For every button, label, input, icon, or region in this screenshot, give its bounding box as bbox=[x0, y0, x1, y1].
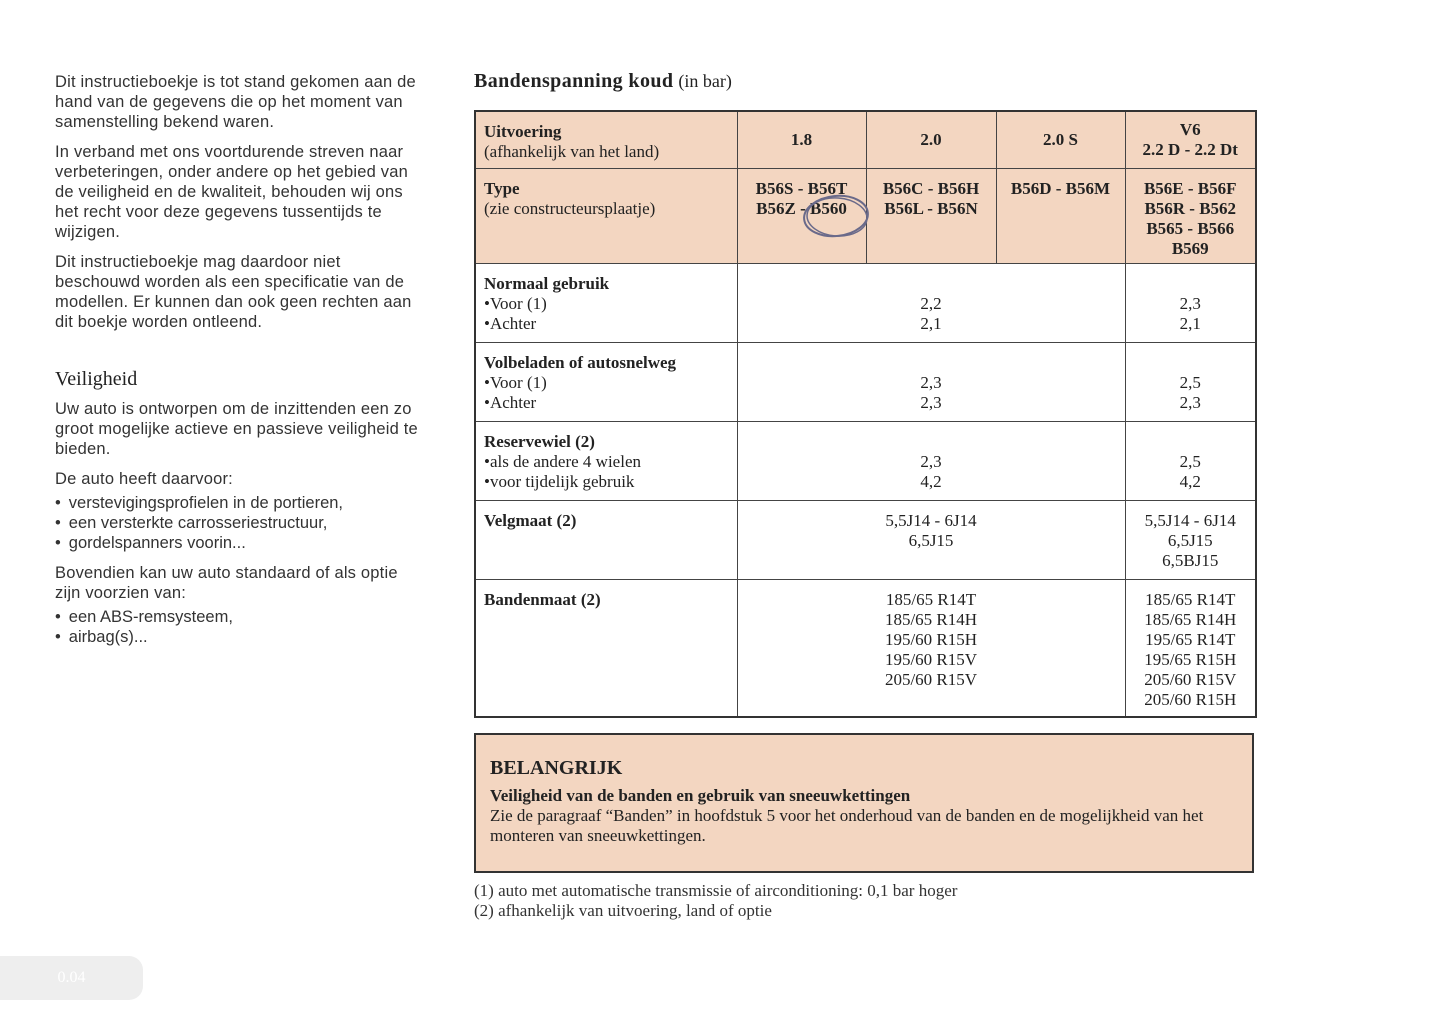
type-label: Type bbox=[484, 178, 520, 198]
safety-heading: Veiligheid bbox=[55, 368, 138, 390]
value: 2,2 bbox=[920, 293, 942, 313]
value: 2,3 bbox=[920, 372, 942, 392]
row-value-cell bbox=[737, 579, 1125, 717]
type-code: B56E - B56F bbox=[1143, 178, 1237, 198]
row-value-cell bbox=[737, 421, 1125, 500]
row-label: Reservewiel (2) bbox=[484, 431, 595, 451]
row-value-cell bbox=[737, 263, 1125, 342]
value: 185/65 R14T bbox=[1145, 589, 1236, 609]
notice-text: Zie de paragraaf “Banden” in hoofdstuk 5 voor het onderhoud van de banden en de mogelijkheid van het monteren van sneeuwkettingen. bbox=[490, 806, 1204, 845]
notice-title: BELANGRIJK bbox=[490, 757, 623, 779]
value: 205/60 R15V bbox=[884, 669, 978, 689]
row-value-cell bbox=[737, 342, 1125, 421]
type-label-cell bbox=[475, 168, 737, 263]
type-cell-2-0-s bbox=[996, 168, 1125, 263]
value: 205/60 R15H bbox=[1144, 689, 1237, 709]
header-label-cell bbox=[475, 111, 737, 168]
row-label: Velgmaat (2) bbox=[484, 510, 577, 530]
value: 2,5 bbox=[1179, 451, 1201, 471]
intro-paragraph-2: In verband met ons voortdurende streven naar verbeteringen, onder andere op het gebied van de veiligheid en de kwaliteit, behouden wij ons het recht voor deze gegevens tussentijds te wijzigen. bbox=[55, 143, 409, 241]
row-label-cell bbox=[475, 263, 737, 342]
value: 195/65 R15H bbox=[1144, 649, 1237, 669]
type-cell-v6 bbox=[1125, 168, 1256, 263]
value: 6,5J15 bbox=[1167, 530, 1213, 550]
value: 185/65 R14H bbox=[1144, 609, 1237, 629]
type-sublabel: (zie constructeursplaatje) bbox=[484, 198, 656, 218]
value: 2,5 bbox=[1179, 372, 1201, 392]
safety-list bbox=[55, 493, 423, 553]
value: 185/65 R14H bbox=[884, 609, 978, 629]
table-title bbox=[474, 70, 732, 93]
row-v6-value-cell bbox=[1125, 263, 1256, 342]
type-code: B56L - B56N bbox=[884, 198, 978, 218]
value: 2,1 bbox=[920, 313, 942, 333]
col-header-2-0: 2.0 bbox=[866, 111, 996, 168]
table-title-unit: (in bar) bbox=[678, 71, 732, 91]
safety-text: Uw auto is ontworpen om de inzittenden een zo groot mogelijke actieve en passieve veiligheid te bieden. bbox=[55, 400, 418, 458]
row-item: • Achter bbox=[484, 393, 729, 413]
list-item: • gordelspanners voorin... bbox=[55, 533, 423, 553]
value: 195/60 R15H bbox=[884, 629, 978, 649]
table-row bbox=[475, 263, 1256, 342]
table-row bbox=[475, 500, 1256, 579]
list-item: • airbag(s)... bbox=[55, 627, 423, 647]
row-label-cell bbox=[475, 579, 737, 717]
list-item: • verstevigingsprofielen in de portieren, bbox=[55, 493, 423, 513]
col-header-v6-line2: 2.2 D - 2.2 Dt bbox=[1142, 140, 1238, 159]
list-item: • een ABS-remsysteem, bbox=[55, 607, 423, 627]
header-label: Uitvoering bbox=[484, 122, 562, 141]
type-code: B565 - B566 bbox=[1146, 218, 1235, 238]
header-sublabel: (afhankelijk van het land) bbox=[484, 142, 660, 161]
row-item: • als de andere 4 wielen bbox=[484, 452, 729, 472]
tire-pressure-table bbox=[474, 110, 1257, 718]
row-item: • voor tijdelijk gebruik bbox=[484, 472, 729, 492]
page-number: 0.04 bbox=[0, 956, 143, 1000]
value: 2,3 bbox=[1179, 392, 1201, 412]
row-label: Normaal gebruik bbox=[484, 273, 610, 293]
footnote-1: (1) auto met automatische transmissie of airconditioning: 0,1 bar hoger bbox=[474, 881, 958, 900]
important-notice bbox=[474, 733, 1254, 873]
footnote-2: (2) afhankelijk van uitvoering, land of optie bbox=[474, 901, 772, 920]
row-label-cell bbox=[475, 500, 737, 579]
type-row bbox=[475, 168, 1256, 263]
col-header-1-8: 1.8 bbox=[737, 111, 866, 168]
type-code: B56Z - B560 bbox=[756, 198, 847, 218]
value: 195/65 R14T bbox=[1145, 629, 1236, 649]
value: 205/60 R15V bbox=[1144, 669, 1237, 689]
row-v6-value-cell bbox=[1125, 500, 1256, 579]
row-item: • Achter bbox=[484, 314, 729, 334]
row-label: Bandenmaat (2) bbox=[484, 589, 601, 609]
value: 4,2 bbox=[1179, 471, 1201, 491]
type-code: B56D - B56M bbox=[1010, 178, 1111, 198]
value: 6,5BJ15 bbox=[1162, 550, 1219, 570]
row-label-cell bbox=[475, 421, 737, 500]
row-v6-value-cell bbox=[1125, 579, 1256, 717]
col-header-v6-line1: V6 bbox=[1179, 120, 1201, 139]
header-row bbox=[475, 111, 1256, 168]
type-code: B569 bbox=[1171, 238, 1209, 258]
type-cell-2-0 bbox=[866, 168, 996, 263]
options-list bbox=[55, 607, 423, 647]
value: 4,2 bbox=[920, 471, 942, 491]
value: 2,3 bbox=[1179, 293, 1201, 313]
row-label: Volbeladen of autosnelweg bbox=[484, 352, 677, 372]
type-code: B56C - B56H bbox=[882, 178, 980, 198]
value: 2,1 bbox=[1179, 313, 1201, 333]
table-row bbox=[475, 579, 1256, 717]
value: 195/60 R15V bbox=[884, 649, 978, 669]
row-item: • Voor (1) bbox=[484, 373, 729, 393]
type-code: B56R - B562 bbox=[1144, 198, 1237, 218]
intro-paragraph-3: Dit instructieboekje mag daardoor niet beschouwd worden als een specificatie van de modellen. Er kunnen dan ook geen rechten aan dit boekje worden ontleend. bbox=[55, 253, 412, 331]
row-value-cell bbox=[737, 500, 1125, 579]
row-v6-value-cell bbox=[1125, 421, 1256, 500]
row-item: • Voor (1) bbox=[484, 294, 729, 314]
options-lead: Bovendien kan uw auto standaard of als optie zijn voorzien van: bbox=[55, 564, 398, 602]
footnotes bbox=[474, 881, 957, 921]
type-code: B56S - B56T bbox=[755, 178, 848, 198]
notice-subtitle: Veiligheid van de banden en gebruik van sneeuwkettingen bbox=[490, 786, 911, 805]
row-v6-value-cell bbox=[1125, 342, 1256, 421]
col-header-2-0-s: 2.0 S bbox=[996, 111, 1125, 168]
list-item: • een versterkte carrosseriestructuur, bbox=[55, 513, 423, 533]
row-label-cell bbox=[475, 342, 737, 421]
table-row bbox=[475, 342, 1256, 421]
value: 5,5J14 - 6J14 bbox=[885, 510, 977, 530]
safety-lead: De auto heeft daarvoor: bbox=[55, 470, 233, 488]
type-cell-1-8 bbox=[737, 168, 866, 263]
value: 5,5J14 - 6J14 bbox=[1144, 510, 1236, 530]
value: 185/65 R14T bbox=[885, 589, 977, 609]
table-row bbox=[475, 421, 1256, 500]
value: 2,3 bbox=[920, 451, 942, 471]
intro-paragraph-1: Dit instructieboekje is tot stand gekomen aan de hand van de gegevens die op het moment van samenstelling bekend waren. bbox=[55, 73, 416, 131]
table-title-text: Bandenspanning koud bbox=[474, 70, 674, 92]
value: 6,5J15 bbox=[908, 530, 954, 550]
value: 2,3 bbox=[920, 392, 942, 412]
left-column bbox=[55, 72, 423, 657]
col-header-v6 bbox=[1125, 111, 1256, 168]
